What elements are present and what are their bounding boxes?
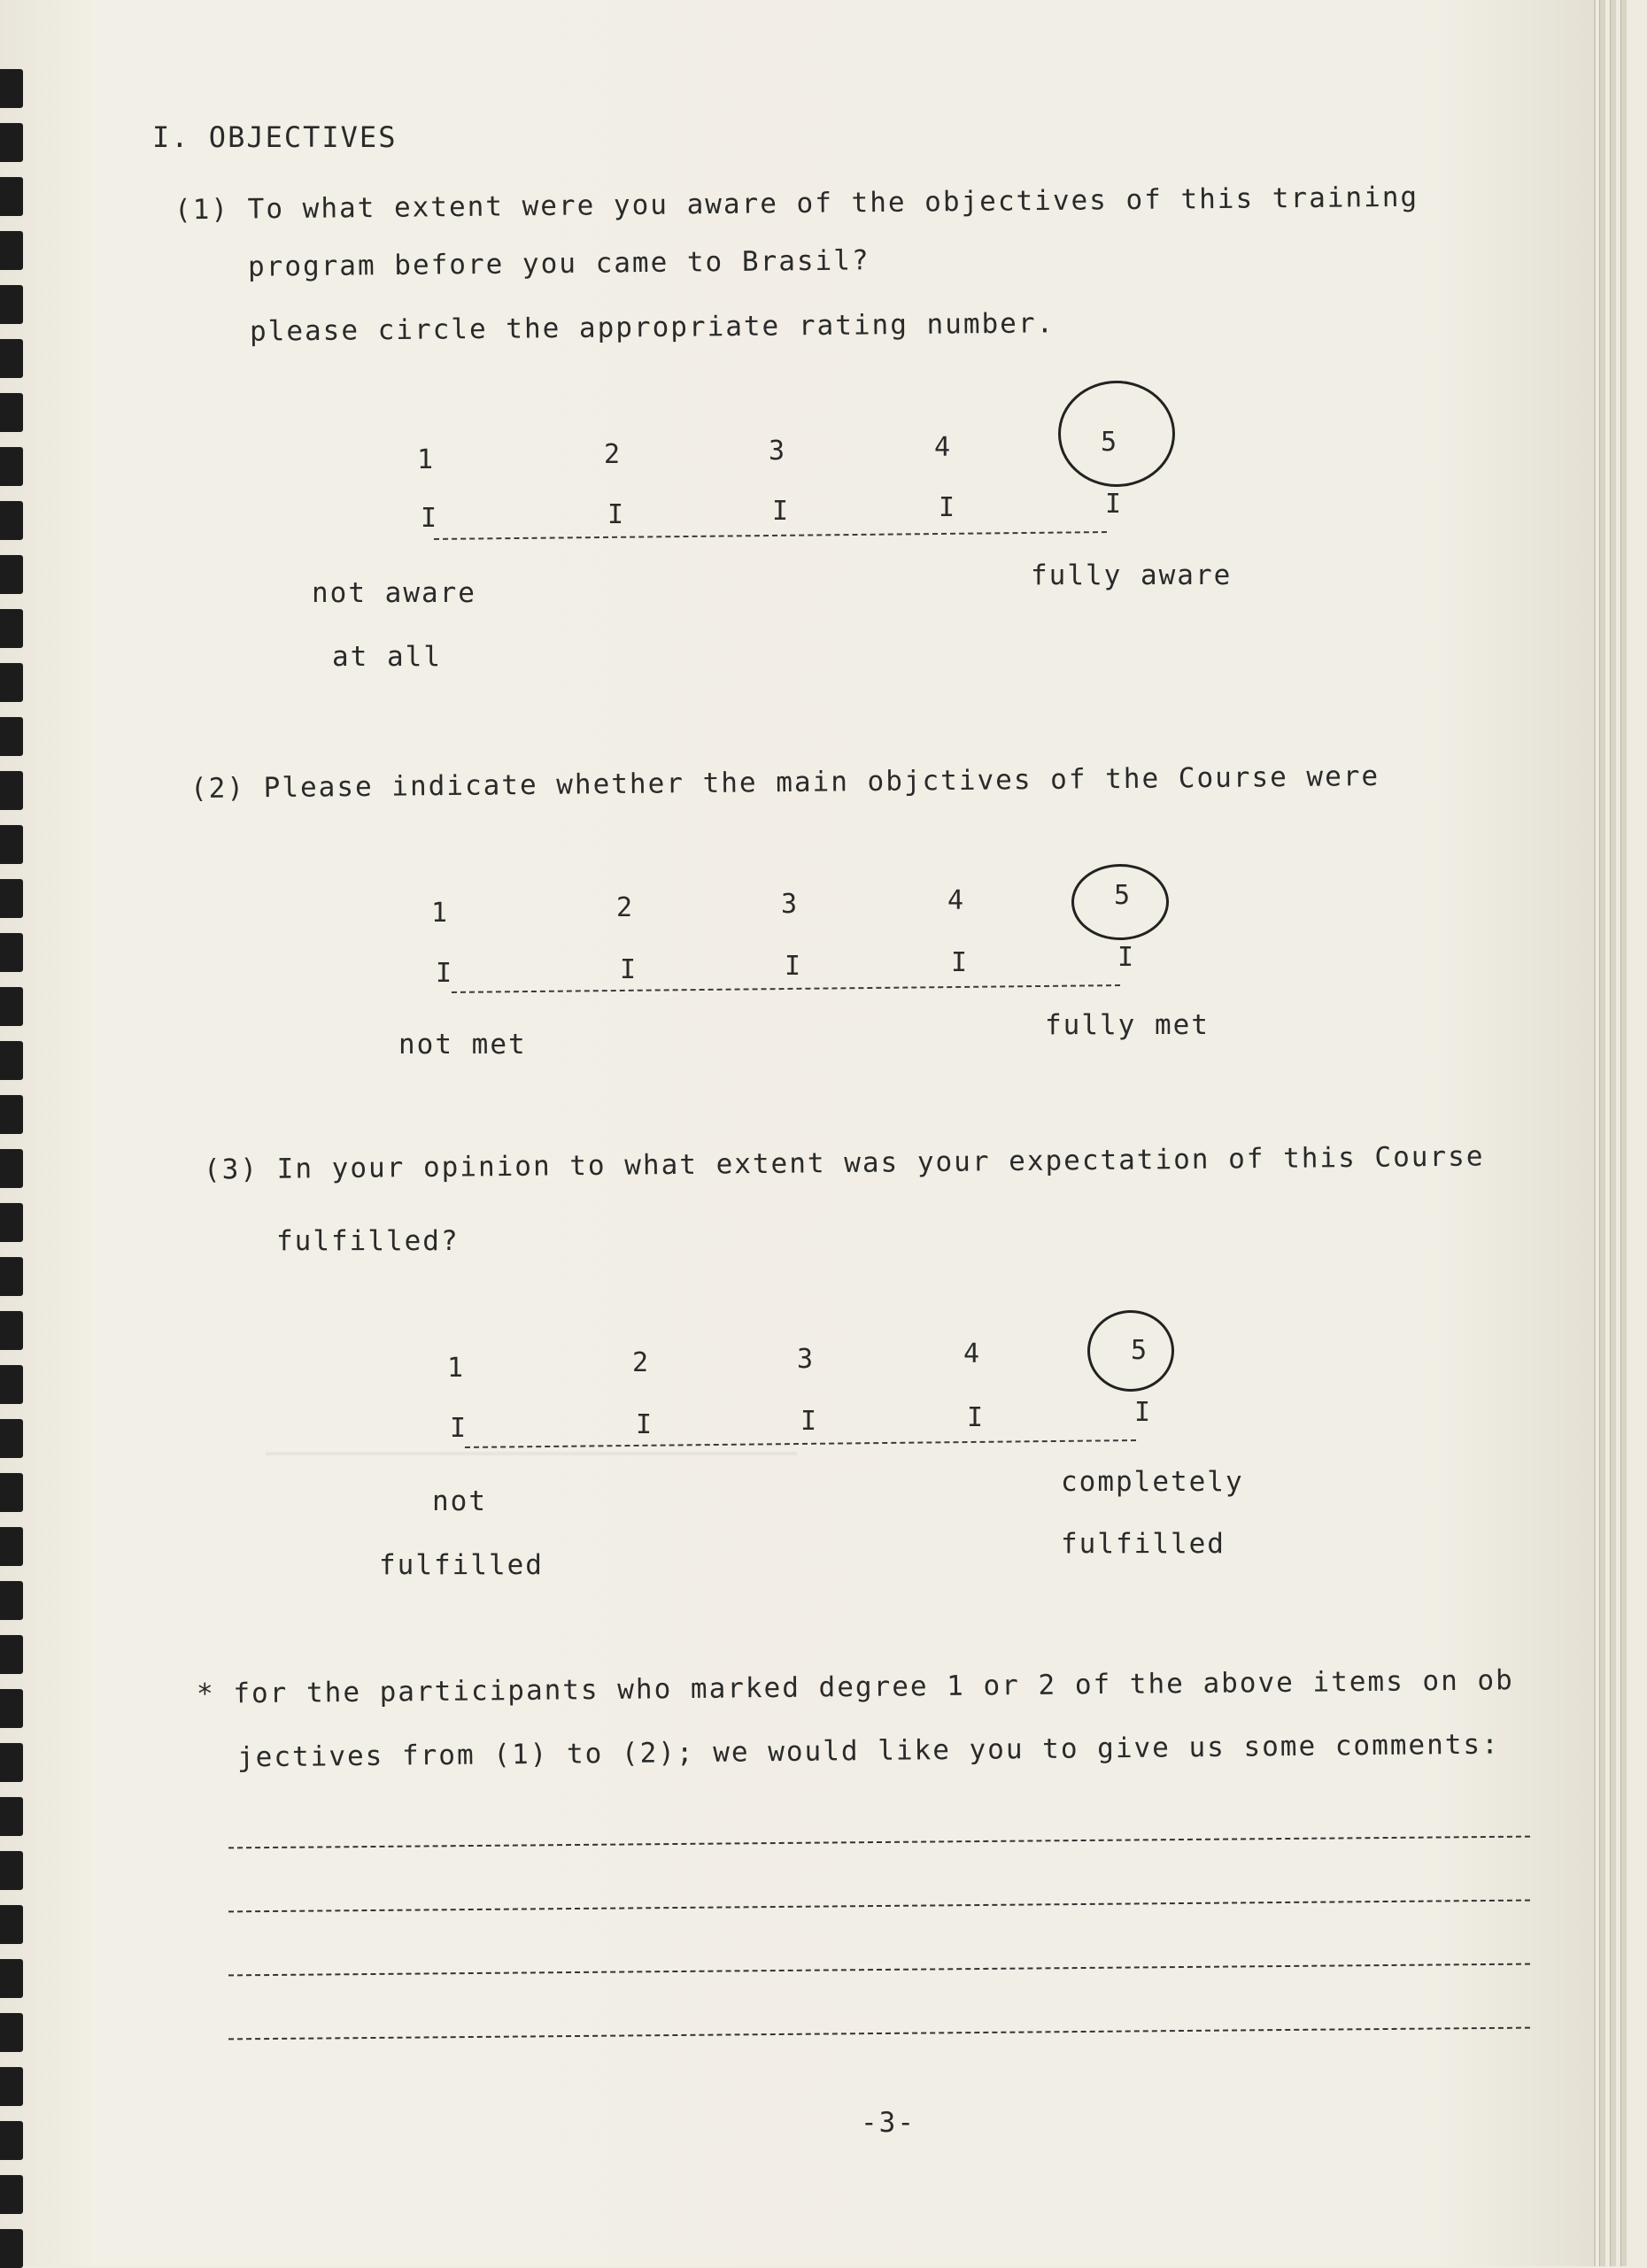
q3-low-label-line1: not	[432, 1485, 487, 1517]
spiral-ring	[0, 933, 23, 972]
q1-scale-number-4[interactable]: 4	[934, 432, 951, 463]
q2-scale-number-4[interactable]: 4	[947, 885, 964, 916]
q3-high-label-line2: fulfilled	[1061, 1528, 1226, 1560]
q1-text-line1: (1) To what extent were you aware of the objectives of this training	[174, 181, 1419, 227]
q1-scale-number-3[interactable]: 3	[769, 436, 785, 467]
q2-tick: I	[1117, 942, 1134, 973]
spiral-ring	[0, 2175, 23, 2214]
q2-scale-number-5[interactable]: 5	[1114, 880, 1131, 911]
q3-scale-number-2[interactable]: 2	[632, 1347, 649, 1378]
q2-scale-number-3[interactable]: 3	[781, 889, 798, 920]
spiral-ring	[0, 879, 23, 918]
q1-tick: I	[939, 492, 955, 523]
spiral-ring	[0, 1149, 23, 1188]
spiral-ring	[0, 1365, 23, 1404]
spiral-ring	[0, 663, 23, 702]
spiral-ring	[0, 1473, 23, 1512]
spiral-ring	[0, 69, 23, 108]
spiral-ring	[0, 2067, 23, 2106]
spiral-ring	[0, 447, 23, 486]
q2-tick: I	[785, 951, 801, 982]
q3-scale-number-3[interactable]: 3	[797, 1344, 814, 1375]
comments-instruction-line1: * for the participants who marked degree 1 or 2 of the above items on ob	[196, 1664, 1514, 1710]
page-edge	[1610, 0, 1616, 2266]
spiral-ring	[0, 177, 23, 216]
spiral-ring	[0, 393, 23, 432]
page-edge	[1599, 0, 1605, 2266]
page-number: -3-	[861, 2107, 916, 2139]
spiral-ring	[0, 1851, 23, 1890]
q1-instruction: please circle the appropriate rating number.	[249, 307, 1055, 348]
spiral-ring	[0, 717, 23, 756]
q2-selected-circle	[1071, 864, 1169, 940]
q3-selected-circle	[1087, 1310, 1174, 1392]
spiral-ring	[0, 501, 23, 540]
q3-tick: I	[636, 1409, 653, 1440]
spiral-ring	[0, 1635, 23, 1674]
q2-tick: I	[436, 958, 452, 989]
q2-low-label: not met	[398, 1029, 527, 1061]
q2-scale-number-1[interactable]: 1	[431, 898, 448, 929]
spiral-ring	[0, 231, 23, 270]
q1-low-label-line2: at all	[332, 641, 442, 673]
q1-high-label: fully aware	[1031, 559, 1233, 591]
section-title: I. OBJECTIVES	[152, 120, 398, 154]
spiral-ring	[0, 1041, 23, 1080]
q1-scale-number-1[interactable]: 1	[417, 444, 434, 475]
spiral-ring	[0, 1311, 23, 1350]
q2-text-line1: (2) Please indicate whether the main objctives of the Course were	[189, 760, 1380, 806]
spiral-ring	[0, 1689, 23, 1728]
bleed-through	[266, 1452, 797, 1455]
spiral-ring	[0, 1203, 23, 1242]
spiral-ring	[0, 1095, 23, 1134]
q3-tick: I	[1134, 1397, 1151, 1428]
q2-scale-number-2[interactable]: 2	[616, 892, 633, 923]
q1-tick: I	[772, 496, 789, 527]
spiral-ring	[0, 1905, 23, 1944]
q1-tick: I	[607, 499, 624, 530]
q3-tick: I	[800, 1406, 817, 1437]
spiral-ring	[0, 987, 23, 1026]
q2-tick: I	[951, 947, 968, 978]
spiral-ring	[0, 1743, 23, 1782]
q1-tick: I	[1105, 489, 1122, 520]
q3-text-line2: fulfilled?	[276, 1225, 460, 1257]
q1-text-line2: program before you came to Brasil?	[247, 244, 870, 283]
spiral-ring	[0, 1959, 23, 1998]
spiral-ring	[0, 555, 23, 594]
q3-high-label-line1: completely	[1061, 1466, 1244, 1498]
q3-text-line1: (3) In your opinion to what extent was your expectation of this Course	[203, 1140, 1485, 1186]
spiral-ring	[0, 1419, 23, 1458]
q3-scale-number-1[interactable]: 1	[447, 1353, 464, 1384]
page-edge	[1620, 0, 1627, 2266]
q1-tick: I	[421, 503, 437, 534]
q1-low-label-line1: not aware	[312, 577, 476, 609]
q2-tick: I	[620, 954, 637, 985]
q1-scale-number-5[interactable]: 5	[1101, 427, 1117, 458]
spiral-ring	[0, 339, 23, 378]
q3-scale-number-5[interactable]: 5	[1131, 1335, 1148, 1366]
q3-tick: I	[450, 1413, 467, 1444]
q1-selected-circle	[1058, 381, 1175, 487]
spiral-ring	[0, 2121, 23, 2160]
q1-scale-number-2[interactable]: 2	[604, 439, 621, 470]
q3-scale-number-4[interactable]: 4	[963, 1338, 980, 1369]
spiral-ring	[0, 1797, 23, 1836]
spiral-ring	[0, 1257, 23, 1296]
q2-high-label: fully met	[1045, 1009, 1210, 1041]
spiral-ring	[0, 825, 23, 864]
spiral-ring	[0, 123, 23, 162]
spiral-ring	[0, 285, 23, 324]
spiral-ring	[0, 2229, 23, 2268]
q3-low-label-line2: fulfilled	[379, 1549, 544, 1581]
spiral-ring	[0, 771, 23, 810]
comments-instruction-line2: jectives from (1) to (2); we would like you to give us some comments:	[236, 1728, 1500, 1774]
spiral-ring	[0, 609, 23, 648]
spiral-ring	[0, 1527, 23, 1566]
spiral-ring	[0, 2013, 23, 2052]
spiral-ring	[0, 1581, 23, 1620]
q3-tick: I	[967, 1402, 984, 1433]
